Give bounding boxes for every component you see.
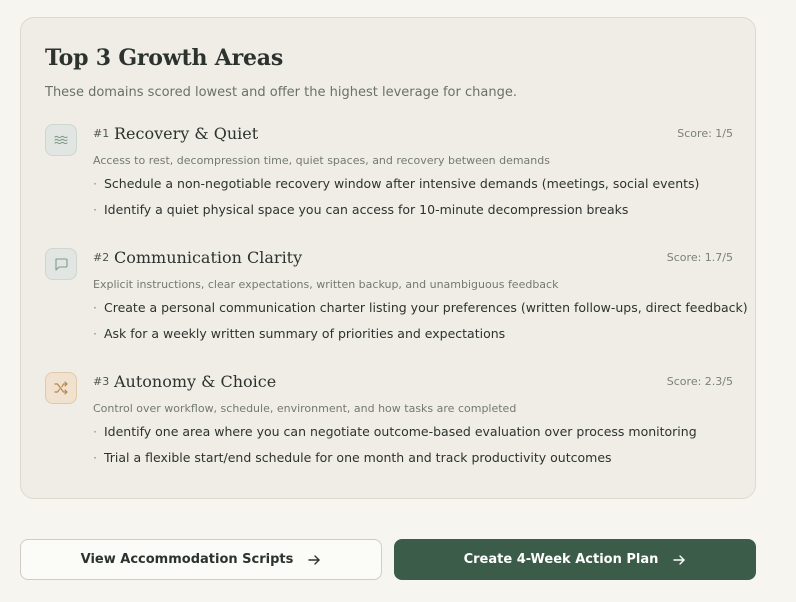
message-square-icon <box>45 248 77 280</box>
create-action-plan-button[interactable] <box>394 539 756 580</box>
area-score: Score: 2.3/5 <box>666 375 733 388</box>
view-accommodation-scripts-button[interactable] <box>20 539 382 580</box>
action-item: · Identify a quiet physical space you can access for 10-minute decompression breaks <box>93 202 629 217</box>
action-item: · Trial a flexible start/end schedule for one month and track productivity outcomes <box>93 450 612 465</box>
action-list <box>93 176 699 228</box>
waves-icon <box>45 124 77 156</box>
growth-areas-card <box>20 17 756 499</box>
action-list <box>93 300 748 352</box>
action-item: · Ask for a weekly written summary of priorities and expectations <box>93 326 506 341</box>
area-title: Autonomy & Choice <box>114 372 277 391</box>
button-label: Create 4-Week Action Plan <box>463 552 659 567</box>
arrow-right-icon <box>672 553 686 567</box>
action-item: · Schedule a non-negotiable recovery window after intensive demands (meetings, social events) <box>93 176 700 191</box>
button-label: View Accommodation Scripts <box>80 552 294 567</box>
action-item: · Identify one area where you can negotiate outcome-based evaluation over process monitoring <box>93 424 697 439</box>
area-description: Explicit instructions, clear expectations, written backup, and unambiguous feedback <box>93 278 559 291</box>
area-description: Control over workflow, schedule, environment, and how tasks are completed <box>93 402 517 415</box>
area-title: Communication Clarity <box>114 248 303 267</box>
card-title: Top 3 Growth Areas <box>45 45 284 71</box>
area-rank: #1 <box>93 127 110 140</box>
area-description: Access to rest, decompression time, quiet spaces, and recovery between demands <box>93 154 550 167</box>
action-item: · Create a personal communication charter listing your preferences (written follow-ups, direct feedback) <box>93 300 748 315</box>
action-list <box>93 424 697 476</box>
area-title: Recovery & Quiet <box>114 124 259 143</box>
area-score: Score: 1/5 <box>677 127 733 140</box>
arrow-right-icon <box>307 553 321 567</box>
area-rank: #2 <box>93 251 110 264</box>
shuffle-icon <box>45 372 77 404</box>
area-rank: #3 <box>93 375 110 388</box>
area-score: Score: 1.7/5 <box>666 251 733 264</box>
card-subtitle: These domains scored lowest and offer the highest leverage for change. <box>45 85 517 100</box>
